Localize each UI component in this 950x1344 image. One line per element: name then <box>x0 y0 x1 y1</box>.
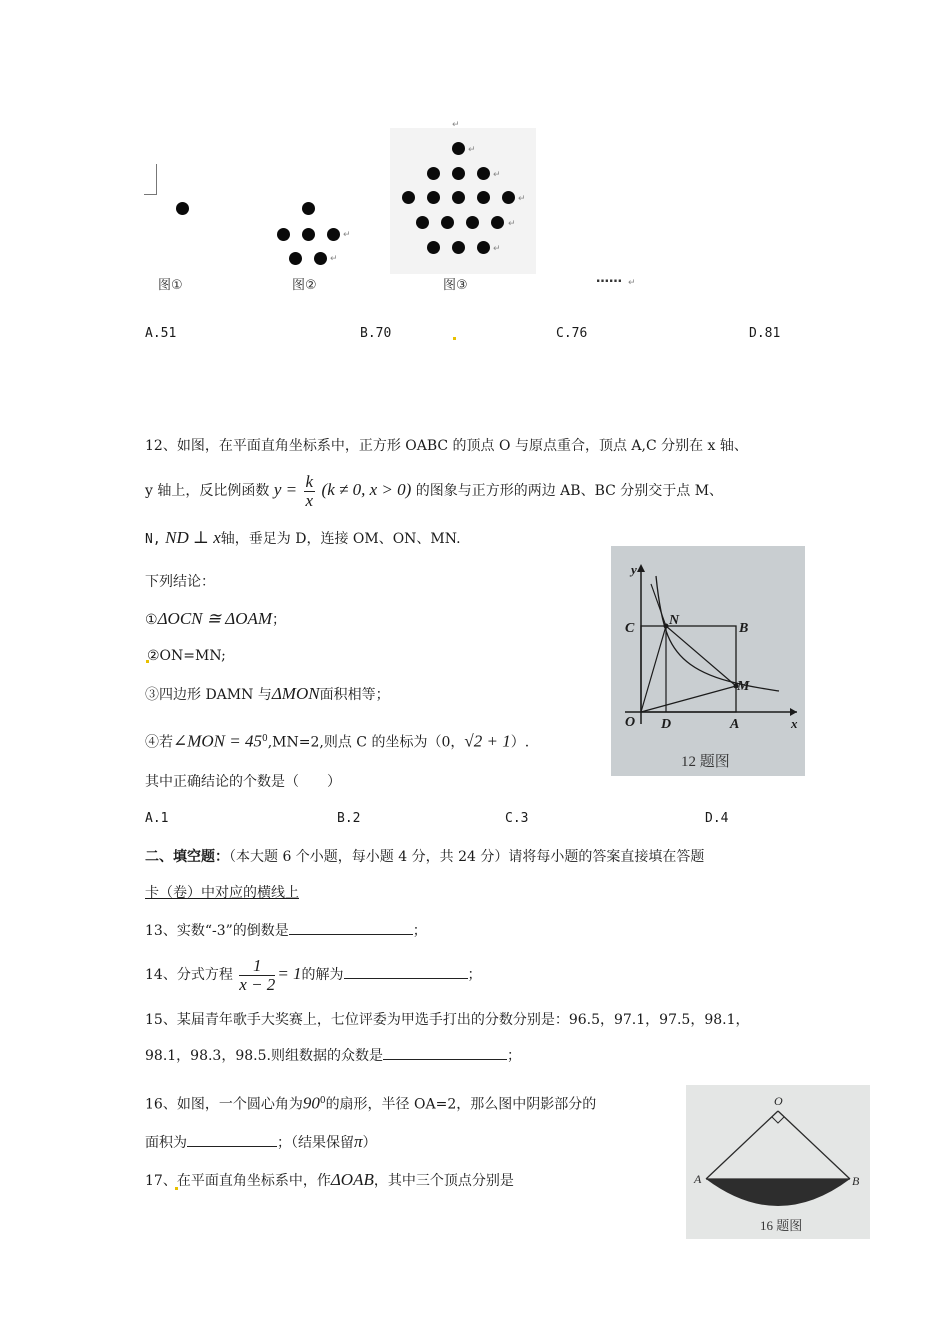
return-mark: ↵ <box>343 230 351 240</box>
label-c: C <box>625 621 635 636</box>
y-axis-arrow <box>637 564 645 572</box>
q16-answer-blank[interactable] <box>187 1132 277 1147</box>
fig3-dot <box>452 191 465 204</box>
c4-mid: ,MN=2,则点 C 的坐标为（0， <box>267 734 465 751</box>
x-axis-arrow <box>790 708 797 716</box>
q12-question: 其中正确结论的个数是（ ） <box>145 774 341 790</box>
segment-mn <box>666 626 736 686</box>
figure-dots-area <box>140 120 660 300</box>
q15-line2 <box>145 1045 521 1066</box>
label-n: N <box>669 613 680 628</box>
label-d: D <box>661 717 672 732</box>
q11-option-a: A.51 <box>145 326 177 341</box>
point-n <box>664 624 669 629</box>
label-y: y <box>631 562 637 577</box>
q14-fraction-num: 1 <box>239 957 275 976</box>
q12-option-b: B.2 <box>337 811 361 826</box>
fig2-dot <box>327 228 340 241</box>
q12-conclusion-2: ②ON=MN; <box>147 648 226 664</box>
section2-desc: （本大题 6 个小题，每小题 4 分，共 24 分）请将每小题的答案直接填在答题 <box>229 849 705 865</box>
fig3-dot <box>477 241 490 254</box>
q14-text: 14、分式方程 <box>145 967 233 983</box>
q12-condition: (k ≠ 0, x > 0) <box>321 480 412 499</box>
q14-mid: 的解为 <box>301 967 344 983</box>
label-m: M <box>737 679 750 694</box>
section2-heading: 二、填空题： <box>145 849 229 865</box>
label-x: x <box>791 716 798 731</box>
q12-figure <box>611 546 805 776</box>
section2-desc2: 卡（卷）中对应的横线上 <box>145 885 299 901</box>
fig3-dot <box>477 167 490 180</box>
fig2-dot <box>314 252 327 265</box>
label-b: B <box>852 1174 860 1188</box>
c1-post: ； <box>272 612 287 628</box>
q12-line2 <box>145 468 723 512</box>
q13-answer-blank[interactable] <box>289 920 413 935</box>
q15-post: ； <box>506 1048 521 1064</box>
label-b: B <box>739 621 749 636</box>
corner-mark <box>144 164 157 195</box>
c1-num: ① <box>145 612 158 628</box>
q12-fraction-den: x <box>305 490 314 510</box>
fig3-dot <box>466 216 479 229</box>
q11-option-b: B.70 <box>360 326 392 341</box>
q16-close: ） <box>362 1135 377 1151</box>
q12-option-d: D.4 <box>705 811 729 826</box>
radius-oa <box>706 1111 778 1179</box>
q12-conclusion-4 <box>145 729 529 753</box>
q17 <box>145 1170 514 1191</box>
label-a: A <box>730 717 740 732</box>
fig3-dot <box>452 241 465 254</box>
figure1-label: 图① <box>158 278 183 293</box>
fig3-dot <box>427 167 440 180</box>
c4-sqrt: √2 + 1 <box>464 731 511 751</box>
q14-answer-blank[interactable] <box>344 964 468 979</box>
q12-conclusion-3 <box>145 684 390 705</box>
q12-line1: 12、如图，在平面直角坐标系中，正方形 OABC 的顶点 O 与原点重合，顶点 A,C 分别在 x 轴、 <box>145 438 748 454</box>
q12-line3 <box>145 528 461 550</box>
q16-line1 <box>145 1091 596 1115</box>
q16-sup: 0 <box>319 1096 326 1106</box>
label-a: A <box>694 1172 702 1186</box>
yellow-mark <box>453 337 456 340</box>
c3-pre: ③四边形 DAMN 与 <box>145 687 272 703</box>
return-mark: ↵ <box>493 170 501 180</box>
q12-fraction <box>304 473 316 510</box>
return-mark: ↵ <box>468 145 476 155</box>
fig2-dot <box>302 202 315 215</box>
q12-nd-perp: ND ⊥ x <box>165 528 221 547</box>
c4-post: ）. <box>510 734 530 751</box>
fig1-dot <box>176 202 189 215</box>
fig2-dot <box>289 252 302 265</box>
hyperbola-upper <box>651 584 666 626</box>
fig3-dot <box>491 216 504 229</box>
q17-math: ΔOAB <box>330 1170 374 1189</box>
q13-text: 13、实数“-3”的倒数是 <box>145 923 289 939</box>
q13 <box>145 920 427 941</box>
fig2-dot <box>277 228 290 241</box>
fig3-dot <box>441 216 454 229</box>
c4-pre: ④若 <box>145 734 173 751</box>
fig3-dot <box>427 191 440 204</box>
q14-fraction <box>239 957 275 994</box>
q11-option-c: C.76 <box>556 326 588 341</box>
q16-figure <box>686 1085 870 1239</box>
q16-line2-pre: 面积为 <box>145 1135 187 1151</box>
fig3-dot <box>416 216 429 229</box>
c3-post: 面积相等； <box>319 687 390 703</box>
section2-heading-line <box>145 847 704 867</box>
q16-angle: 90 <box>302 1093 320 1113</box>
q14-fraction-den: x − 2 <box>239 974 276 994</box>
figure2-label: 图② <box>292 278 317 293</box>
return-mark: ↵ <box>493 244 501 254</box>
q17-post: ，其中三个顶点分别是 <box>373 1173 514 1189</box>
fig2-dot <box>302 228 315 241</box>
q12-y-equals: y = <box>273 480 298 499</box>
right-angle-mark <box>772 1117 784 1123</box>
q16-line2 <box>145 1132 377 1153</box>
q16-caption: 16 题图 <box>760 1218 803 1233</box>
q14-post: ； <box>467 967 482 983</box>
q14 <box>145 952 482 996</box>
q17-pre: 17、在平面直角坐标系中，作 <box>145 1173 331 1189</box>
q12-caption: 12 题图 <box>681 754 730 770</box>
q16-post: 的扇形，半径 OA=2，那么图中阴影部分的 <box>325 1096 597 1113</box>
segment-om <box>641 686 736 712</box>
q12-line2-pre: y 轴上，反比例函数 <box>145 483 270 499</box>
q12-line3-post: 轴，垂足为 D，连接 OM、ON、MN. <box>220 531 461 547</box>
fig3-dot <box>427 241 440 254</box>
return-mark: ↵ <box>330 254 338 264</box>
q13-post: ； <box>412 923 427 939</box>
c4-sup: 0 <box>262 734 268 744</box>
fig3-dot <box>477 191 490 204</box>
c3-math: ΔMON <box>271 684 320 703</box>
return-mark: ↵ <box>518 194 526 204</box>
return-mark: ↵ <box>628 278 636 288</box>
q14-equals: = 1 <box>277 964 302 983</box>
label-o: O <box>625 715 636 730</box>
q12-line3-pre: N, <box>145 532 161 547</box>
ellipsis: …… <box>596 271 622 286</box>
fig3-dot <box>402 191 415 204</box>
label-o: O <box>774 1094 783 1108</box>
fig3-dot <box>502 191 515 204</box>
q16-pre: 16、如图，一个圆心角为 <box>145 1096 303 1113</box>
q12-conclusion-1 <box>145 609 286 630</box>
q16-figure-svg <box>686 1085 870 1239</box>
q16-pi: π <box>354 1132 363 1151</box>
q12-conclusion-title: 下列结论： <box>145 574 215 590</box>
q15-line1: 15、某届青年歌手大奖赛上，七位评委为甲选手打出的分数分别是：96.5，97.1，97.5，98.1， <box>145 1012 750 1028</box>
q12-option-a: A.1 <box>145 811 169 826</box>
q12-line2-post: 的图象与正方形的两边 AB、BC 分别交于点 M、 <box>415 483 724 499</box>
c1-math: ΔOCN ≅ ΔOAM <box>157 609 273 628</box>
return-mark: ↵ <box>452 120 460 130</box>
c4-math: ∠MON = 45 <box>173 731 262 751</box>
q15-answer-blank[interactable] <box>383 1045 507 1060</box>
return-mark: ↵ <box>508 219 516 229</box>
shaded-segment <box>706 1179 850 1206</box>
radius-ob <box>778 1111 850 1179</box>
q16-line2-post: ；（结果保留 <box>277 1135 354 1151</box>
q12-figure-svg <box>611 546 805 776</box>
figure3-label: 图③ <box>443 278 468 293</box>
q12-fraction-num: k <box>305 471 314 491</box>
q12-option-c: C.3 <box>505 811 529 826</box>
fig3-dot <box>452 167 465 180</box>
q11-option-d: D.81 <box>749 326 781 341</box>
q15-text: 98.1，98.3，98.5.则组数据的众数是 <box>145 1048 383 1064</box>
fig3-dot <box>452 142 465 155</box>
segment-on <box>641 626 666 712</box>
